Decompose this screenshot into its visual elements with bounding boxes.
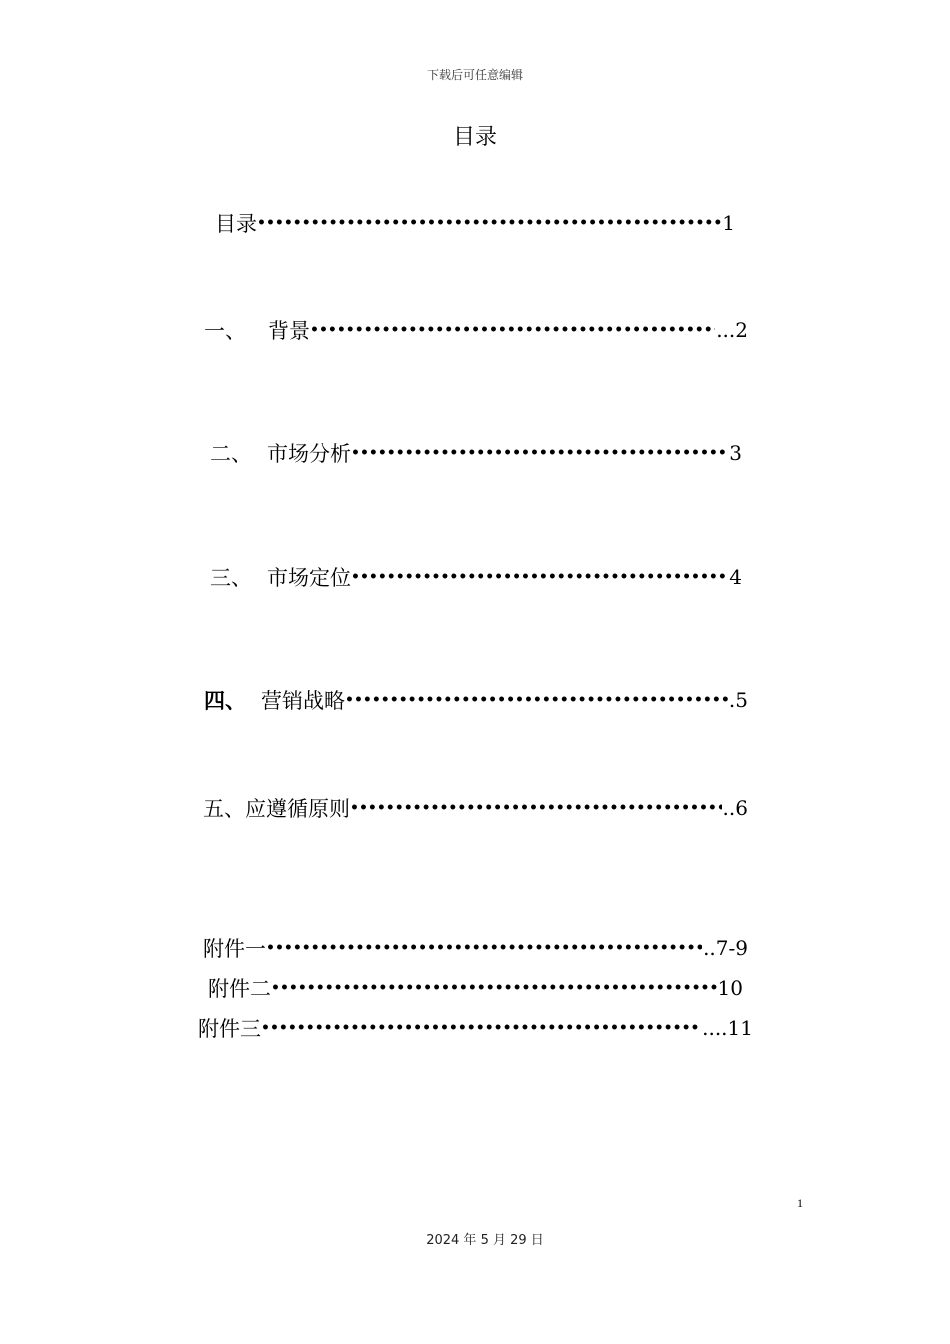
toc-entry-label: 背景 xyxy=(268,319,310,343)
toc-entry-label: 五、应遵循原则 xyxy=(203,797,350,821)
toc-entry-page: 1 xyxy=(722,211,735,235)
toc-leader-dots xyxy=(351,562,728,592)
toc-entry-market-analysis[interactable] xyxy=(210,438,742,468)
toc-entry-page: ..7-9 xyxy=(703,936,748,960)
document-title: 目录 xyxy=(452,125,497,150)
toc-leader-dots xyxy=(350,793,722,823)
toc-entry-background[interactable] xyxy=(204,315,748,345)
toc-entry-label: 市场定位 xyxy=(267,566,351,590)
toc-entry-label: 附件二 xyxy=(208,977,271,1001)
toc-entry-number: 二、 xyxy=(210,442,252,466)
toc-entry-number: 一、 xyxy=(204,319,246,343)
toc-entry-contents[interactable] xyxy=(215,208,735,238)
toc-entry-label: 附件一 xyxy=(203,937,266,961)
toc-entry-label: 目录 xyxy=(215,212,257,236)
toc-entry-appendix-1[interactable] xyxy=(203,933,748,963)
toc-entry-page: 3 xyxy=(729,441,742,465)
toc-entry-page: ...2 xyxy=(716,318,748,342)
toc-entry-page: 10 xyxy=(717,976,743,1000)
toc-entry-label: 营销战略 xyxy=(261,689,345,713)
footer-date: 2024 年 5 月 29 日 xyxy=(426,1233,544,1248)
toc-entry-appendix-3[interactable] xyxy=(198,1013,753,1043)
toc-leader-dots xyxy=(351,438,728,468)
toc-leader-dots xyxy=(271,973,717,1003)
toc-leader-dots xyxy=(266,933,702,963)
toc-entry-page: ..6 xyxy=(722,796,748,820)
toc-entry-principles[interactable] xyxy=(203,793,748,823)
toc-entry-number: 三、 xyxy=(210,566,252,590)
toc-leader-dots xyxy=(345,685,728,715)
toc-entry-label: 市场分析 xyxy=(267,442,351,466)
toc-entry-label: 附件三 xyxy=(198,1017,261,1041)
toc-entry-page: 4 xyxy=(729,565,742,589)
toc-entry-marketing-strategy[interactable] xyxy=(204,685,748,715)
toc-leader-dots xyxy=(310,315,715,345)
toc-entry-market-positioning[interactable] xyxy=(210,562,742,592)
toc-entry-appendix-2[interactable] xyxy=(208,973,743,1003)
toc-entry-page: ....11 xyxy=(702,1016,753,1040)
toc-entry-page: .5 xyxy=(728,688,748,712)
toc-entry-number: 四、 xyxy=(204,689,246,713)
page-number: 1 xyxy=(797,1196,803,1210)
header-note: 下载后可任意编辑 xyxy=(426,68,523,82)
toc-leader-dots xyxy=(261,1013,701,1043)
toc-leader-dots xyxy=(257,208,721,238)
